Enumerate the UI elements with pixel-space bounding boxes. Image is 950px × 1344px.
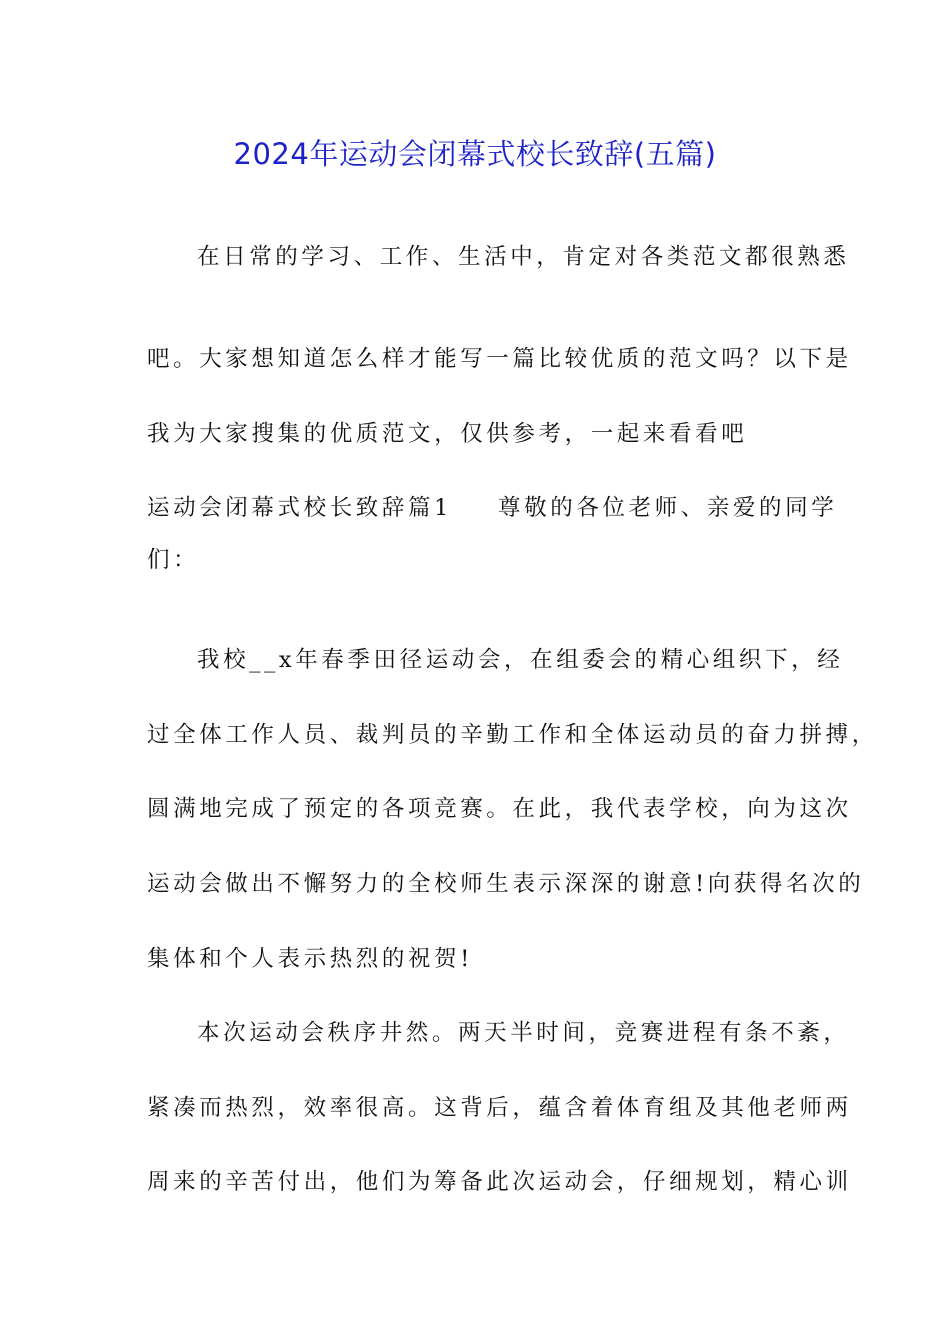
paragraph-line: 集体和个人表示热烈的祝贺! xyxy=(147,946,473,972)
salutation: 尊敬的各位老师、亲爱的同学 xyxy=(498,495,838,521)
paragraph-line: 运动会做出不懈努力的全校师生表示深深的谢意!向获得名次的 xyxy=(147,871,865,897)
paragraph-line: 我为大家搜集的优质范文，仅供参考，一起来看看吧 xyxy=(147,421,748,447)
paragraph-line: 们： xyxy=(147,547,200,573)
section-heading: 运动会闭幕式校长致辞篇1 xyxy=(147,495,453,521)
document-title: 2024年运动会闭幕式校长致辞(五篇) xyxy=(233,137,717,171)
section-heading-line xyxy=(147,488,837,528)
paragraph-line: 紧凑而热烈，效率很高。这背后，蕴含着体育组及其他老师两 xyxy=(147,1095,852,1121)
paragraph-line: 圆满地完成了预定的各项竞赛。在此，我代表学校，向为这次 xyxy=(147,796,852,822)
paragraph-line: 在日常的学习、工作、生活中，肯定对各类范文都很熟悉 xyxy=(197,244,850,270)
paragraph-line: 我校__x年春季田径运动会，在组委会的精心组织下，经 xyxy=(197,647,844,673)
paragraph-line: 过全体工作人员、裁判员的辛勤工作和全体运动员的奋力拼搏， xyxy=(147,722,878,748)
paragraph-line: 本次运动会秩序井然。两天半时间，竞赛进程有条不紊， xyxy=(197,1020,850,1046)
paragraph-line: 吧。大家想知道怎么样才能写一篇比较优质的范文吗？以下是 xyxy=(147,346,852,372)
paragraph-line: 周来的辛苦付出，他们为筹备此次运动会，仔细规划，精心训 xyxy=(147,1169,852,1195)
